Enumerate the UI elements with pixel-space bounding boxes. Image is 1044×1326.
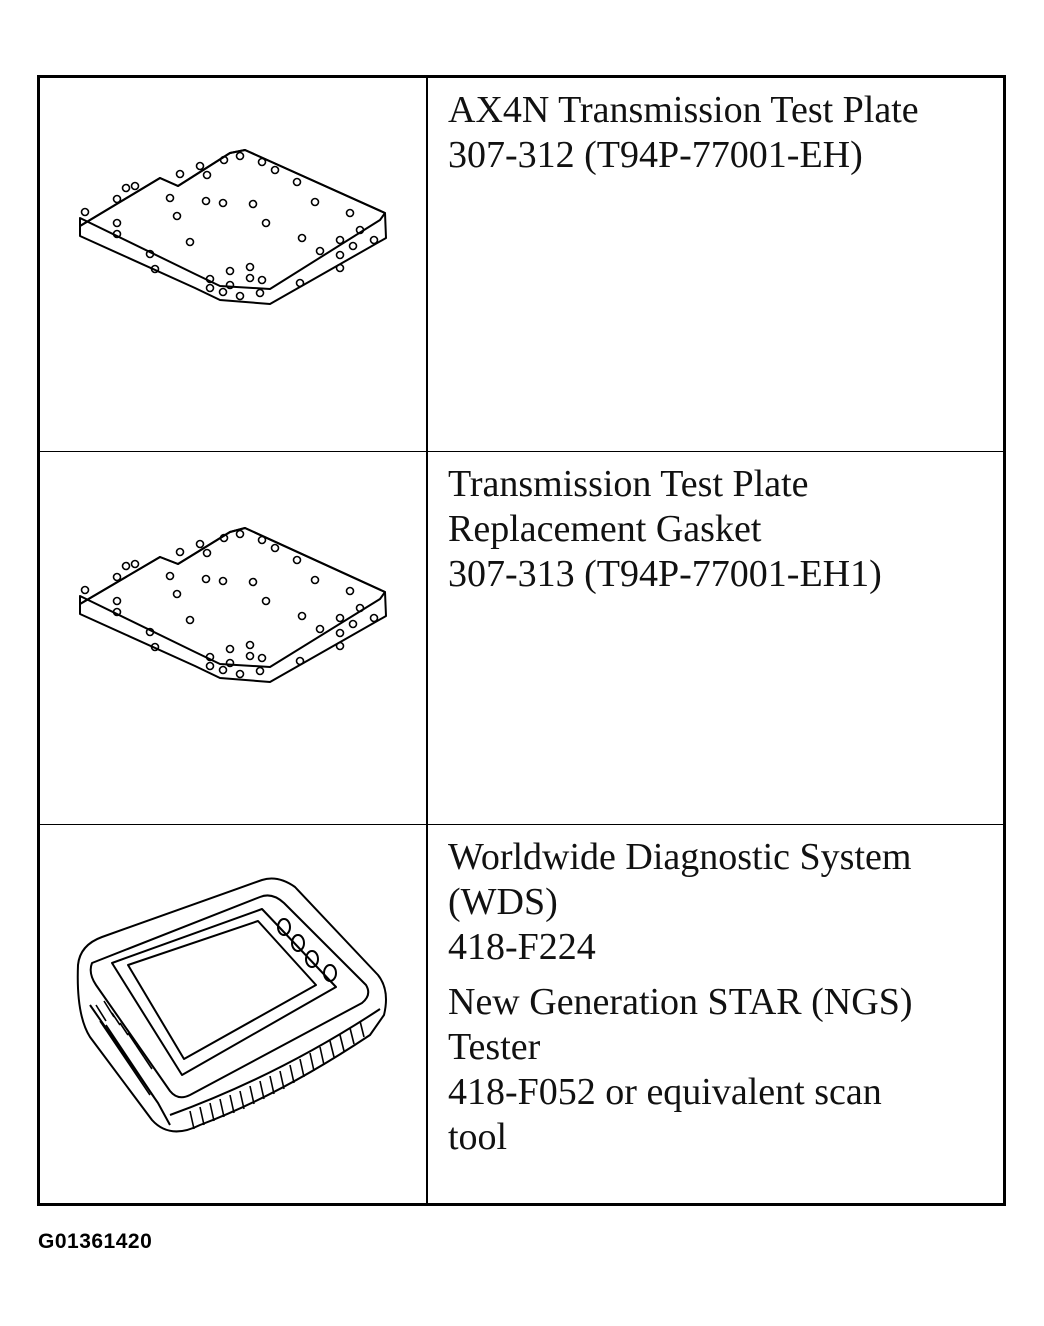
- replacement-gasket-icon: [40, 452, 426, 825]
- tool-part-number: tool: [448, 1116, 508, 1158]
- tool-name: AX4N Transmission Test Plate: [448, 89, 919, 131]
- tool-description-cell: [428, 78, 1003, 451]
- tool-description-cell: [428, 451, 1003, 824]
- tool-image-cell: [40, 451, 428, 824]
- diagnostic-scan-tool-icon: [40, 825, 426, 1204]
- tool-image-cell: [40, 78, 428, 451]
- tool-part-number: 307-312 (T94P-77001-EH): [448, 134, 863, 176]
- tool-name: New Generation STAR (NGS): [448, 981, 913, 1023]
- tool-image-cell: [40, 824, 428, 1203]
- figure-id: G01361420: [38, 1230, 153, 1253]
- tool-name: Replacement Gasket: [448, 508, 762, 550]
- tool-part-number: 307-313 (T94P-77001-EH1): [448, 553, 882, 595]
- tool-name: Tester: [448, 1026, 541, 1068]
- tool-part-number: 418-F224: [448, 926, 596, 968]
- transmission-test-plate-icon: [40, 78, 426, 451]
- tool-name: Worldwide Diagnostic System: [448, 836, 912, 878]
- tool-part-number: 418-F052 or equivalent scan: [448, 1071, 882, 1113]
- tool-name: Transmission Test Plate: [448, 463, 809, 505]
- tool-name: (WDS): [448, 881, 558, 923]
- tool-description-cell: [428, 824, 1003, 1203]
- special-tools-table: [37, 75, 1006, 1206]
